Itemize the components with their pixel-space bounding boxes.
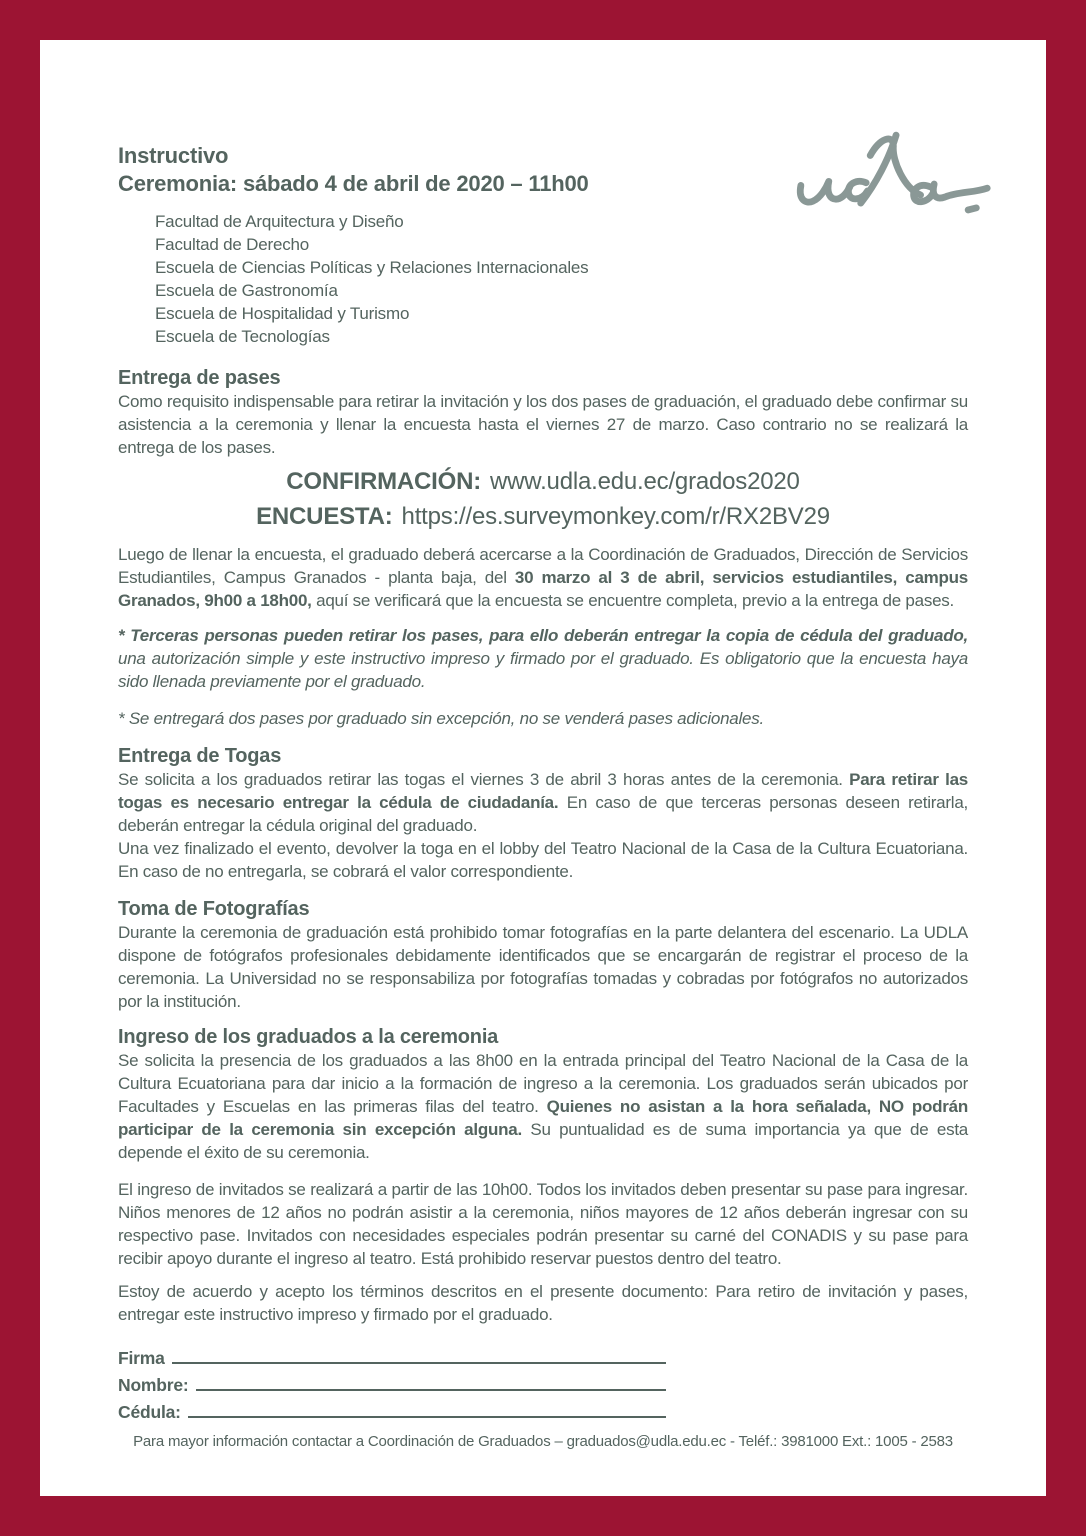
togas-text: Se solicita a los graduados retirar las togas el viernes 3 de abril 3 horas antes de la ceremonia. bbox=[118, 770, 850, 789]
acuerdo-paragraph: Estoy de acuerdo y acepto los términos descritos en el presente documento: Para retiro de invitación y pases, entregar este instructivo impreso y firmado por el graduado. bbox=[118, 1282, 968, 1324]
faculty-item: Escuela de Tecnologías bbox=[155, 327, 330, 346]
confirmation-line bbox=[118, 467, 968, 496]
udla-logo-icon bbox=[790, 122, 994, 238]
togas-paragraph-1 bbox=[118, 768, 968, 837]
ingreso-text: Se solicita la presencia de los graduados a las 8h00 en la entrada principal del Teatro Nacional de la Casa de la Cultura Ecuatoriana para dar inicio a la formación de ingreso a la ceremonia. Los graduados serán ubicados por Facultades y Escuelas en las primeras filas del teatro. bbox=[118, 1051, 968, 1116]
contact-footer: Para mayor información contactar a Coordinación de Graduados – graduados@udla.edu.ec - Teléf.: 3981000 Ext.: 1005 - 2583 bbox=[133, 1433, 953, 1450]
heading-ingreso: Ingreso de los graduados a la ceremonia bbox=[118, 1026, 499, 1048]
note-two-passes: * Se entregará dos pases por graduado sin excepción, no se venderá pases adicionales. bbox=[118, 709, 764, 728]
note-third-party bbox=[118, 624, 968, 693]
survey-url: https://es.surveymonkey.com/r/RX2BV29 bbox=[401, 503, 830, 530]
heading-fotografias: Toma de Fotografías bbox=[118, 898, 310, 920]
confirmation-url: www.udla.edu.ec/grados2020 bbox=[490, 468, 800, 495]
pickup-text-end: aquí se verificará que la encuesta se encuentre completa, previo a la entrega de pases. bbox=[311, 591, 954, 610]
signature-block bbox=[118, 1342, 666, 1423]
fotografias-body: Durante la ceremonia de graduación está prohibido tomar fotografías en la parte delantera del escenario. La UDLA dispone de fotógrafos profesionales debidamente identificados que se encargarán de registrar el proceso de la ceremonia. La Universidad no se responsabiliza por fotografías tomadas y cobradas por fotógrafos no autorizados por la institución. bbox=[118, 923, 968, 1011]
ingreso-warning-bold: Quienes no asistan a la hora señalada, NO podrán participar de la ceremonia sin excepción alguna. bbox=[118, 1097, 968, 1139]
confirmation-label: CONFIRMACIÓN: bbox=[286, 468, 482, 495]
ingreso-paragraph-1 bbox=[118, 1049, 968, 1164]
heading-entrega-pases: Entrega de pases bbox=[118, 367, 281, 389]
togas-text-end: En caso de que terceras personas deseen retirarla, deberán entregar la cédula original del graduado. bbox=[118, 793, 968, 835]
document-page bbox=[40, 40, 1046, 1496]
survey-label: ENCUESTA: bbox=[256, 503, 393, 530]
faculty-item: Escuela de Gastronomía bbox=[155, 281, 338, 300]
pickup-paragraph bbox=[118, 543, 968, 612]
togas-paragraph-2: Una vez finalizado el evento, devolver la toga en el lobby del Teatro Nacional de la Casa de la Cultura Ecuatoriana. En caso de no entregarla, se cobrará el valor correspondiente. bbox=[118, 839, 968, 881]
cedula-line bbox=[188, 1416, 666, 1418]
signature-row-nombre bbox=[118, 1369, 666, 1396]
faculty-item: Facultad de Derecho bbox=[155, 235, 310, 254]
doc-title-line2: Ceremonia: sábado 4 de abril de 2020 – 11h00 bbox=[118, 171, 589, 196]
invitados-paragraph: El ingreso de invitados se realizará a partir de las 10h00. Todos los invitados deben presentar su pase para ingresar. Niños menores de 12 años no podrán asistir a la ceremonia, niños mayores de 12 años deberán ingresar con su respectivo pase. Invitados con necesidades especiales podrán presentar su carné del CONADIS y su pase para recibir apoyo durante el ingreso al teatro. Está prohibido reservar puestos dentro del teatro. bbox=[118, 1180, 968, 1268]
survey-line bbox=[118, 502, 968, 531]
note-third-party-bold: * Terceras personas pueden retirar los pases, para ello deberán entregar la copia de cédula del graduado, bbox=[118, 626, 968, 645]
faculty-item: Escuela de Hospitalidad y Turismo bbox=[155, 304, 410, 323]
signature-row-cedula bbox=[118, 1396, 666, 1423]
note-third-party-rest: una autorización simple y este instructivo impreso y firmado por el graduado. Es obligatorio que la encuesta haya sido llenada previamente por el graduado. bbox=[118, 649, 968, 691]
signature-row-firma bbox=[118, 1342, 666, 1369]
firma-label: Firma bbox=[118, 1348, 165, 1368]
faculty-item: Escuela de Ciencias Políticas y Relaciones Internacionales bbox=[155, 258, 589, 277]
heading-entrega-togas: Entrega de Togas bbox=[118, 745, 282, 767]
cedula-label: Cédula: bbox=[118, 1402, 181, 1422]
firma-line bbox=[172, 1362, 666, 1364]
pickup-text: Luego de llenar la encuesta, el graduado deberá acercarse a la Coordinación de Graduados, Dirección de Servicios Estudiantiles, Campus Granados - planta baja, del bbox=[118, 545, 968, 587]
faculty-item: Facultad de Arquitectura y Diseño bbox=[155, 212, 404, 231]
nombre-line bbox=[196, 1389, 666, 1391]
entrega-pases-body: Como requisito indispensable para retirar la invitación y los dos pases de graduación, el graduado debe confirmar su asistencia a la ceremonia y llenar la encuesta hasta el viernes 27 de marzo. Caso contrario no se realizará la entrega de los pases. bbox=[118, 392, 968, 457]
nombre-label: Nombre: bbox=[118, 1375, 189, 1395]
togas-cedula-bold: Para retirar las togas es necesario entregar la cédula de ciudadanía. bbox=[118, 770, 968, 812]
pickup-dates-bold: 30 marzo al 3 de abril, servicios estudiantiles, campus Granados, 9h00 a 18h00, bbox=[118, 568, 969, 610]
ingreso-text-end: Su puntualidad es de suma importancia ya que de esta depende el éxito de su ceremonia. bbox=[118, 1120, 968, 1162]
doc-title-line1: Instructivo bbox=[118, 143, 229, 168]
